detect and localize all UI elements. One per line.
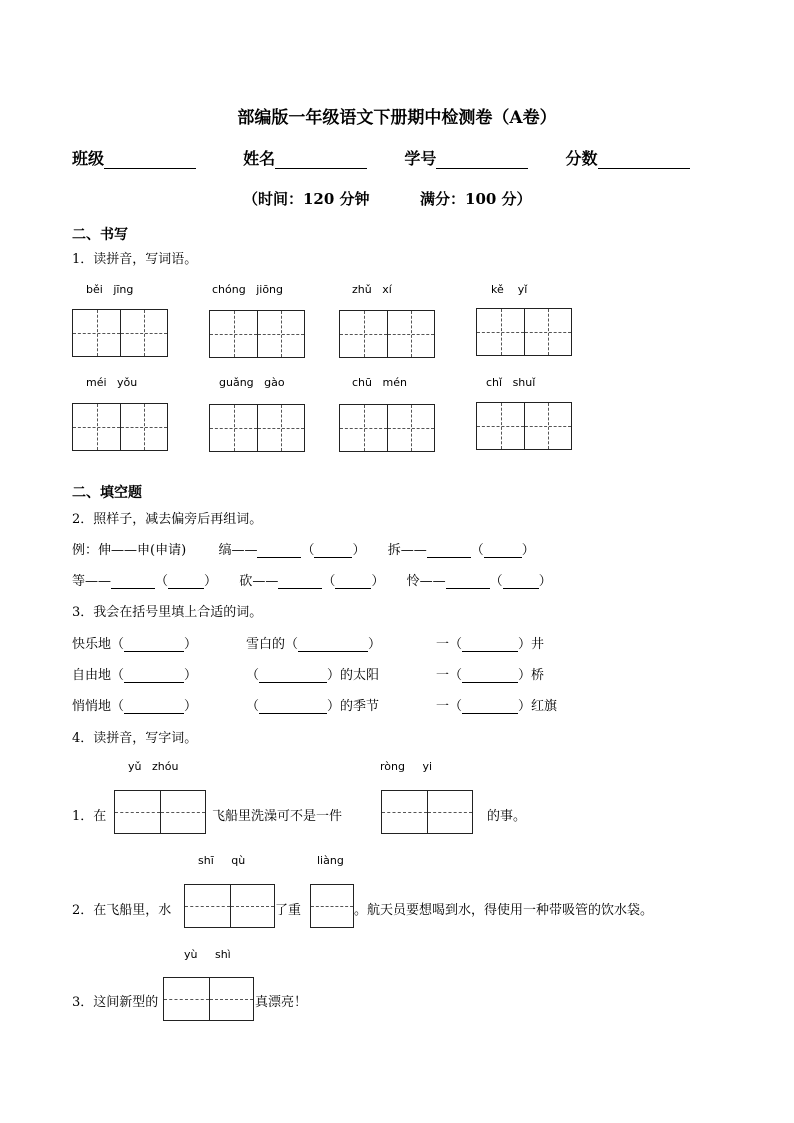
writing-grid[interactable] xyxy=(476,308,572,356)
q3-row-3b: （ ）的季节 xyxy=(246,699,380,714)
sentence-1-post: 的事。 xyxy=(487,809,527,824)
score-field[interactable] xyxy=(598,168,690,169)
sentence-3-pre: 3．这间新型的 xyxy=(72,995,159,1010)
answer-blank[interactable] xyxy=(124,651,184,652)
q3-row-1: 快乐地（ ） xyxy=(72,637,198,652)
question-3: 3．我会在括号里填上合适的词。 xyxy=(72,605,263,620)
q2-item-label: 拆—— xyxy=(387,543,427,558)
q3-row-1c: 一（ ）井 xyxy=(436,637,545,652)
answer-blank[interactable] xyxy=(462,713,518,714)
class-field[interactable] xyxy=(104,168,196,169)
sentence-2-mid: 了重 xyxy=(275,903,302,918)
q2-item-label: 怜—— xyxy=(406,574,446,589)
q2-row-1: 例：伸——申(申请) 缟—— （ ） 拆—— （ ） xyxy=(72,543,535,558)
writing-grid[interactable] xyxy=(114,790,206,834)
sentence-1-pre: 1．在 xyxy=(72,809,107,824)
page-title: 部编版一年级语文下册期中检测卷（A卷） xyxy=(237,108,557,128)
pinyin-label: yǔ zhóu xyxy=(128,760,179,773)
sentence-2-post: 。航天员要想喝到水，得使用一种带吸管的饮水袋。 xyxy=(354,903,654,918)
sentence-1-mid: 飞船里洗澡可不是一件 xyxy=(212,809,343,824)
answer-blank[interactable] xyxy=(111,588,155,589)
pinyin-label: chǐ shuǐ xyxy=(486,376,536,389)
pinyin-label: chū mén xyxy=(352,376,407,389)
class-label: 班级 xyxy=(72,149,105,168)
pinyin-label: shī qù xyxy=(198,854,246,867)
answer-blank[interactable] xyxy=(462,651,518,652)
writing-grid[interactable] xyxy=(310,884,354,928)
q2-item-label: 砍—— xyxy=(239,574,279,589)
pinyin-label: méi yǒu xyxy=(86,376,138,389)
writing-grid[interactable] xyxy=(339,310,435,358)
q2-item-label: 缟—— xyxy=(218,543,258,558)
answer-blank[interactable] xyxy=(427,557,471,558)
name-field[interactable] xyxy=(275,168,367,169)
pinyin-label: kě yǐ xyxy=(491,283,528,296)
section-heading-fill: 二、填空题 xyxy=(72,485,142,501)
writing-grid[interactable] xyxy=(381,790,473,834)
answer-blank[interactable] xyxy=(503,588,539,589)
q3-row-3: 悄悄地（ ） xyxy=(72,699,198,714)
pinyin-label: guǎng gào xyxy=(219,376,285,389)
writing-grid[interactable] xyxy=(339,404,435,452)
answer-blank[interactable] xyxy=(462,682,518,683)
answer-blank[interactable] xyxy=(257,557,301,558)
pinyin-label: ròng yi xyxy=(380,760,433,773)
writing-grid[interactable] xyxy=(209,310,305,358)
q3-row-3c: 一（ ）红旗 xyxy=(436,699,558,714)
answer-blank[interactable] xyxy=(124,682,184,683)
info-line xyxy=(72,146,690,169)
q3-row-1b: 雪白的（ ） xyxy=(246,637,382,652)
q2-row-2: 等—— （ ） 砍—— （ ） 怜—— （ ） xyxy=(72,574,552,589)
id-field[interactable] xyxy=(436,168,528,169)
answer-blank[interactable] xyxy=(259,682,327,683)
id-label: 学号 xyxy=(404,149,437,168)
pinyin-label: chóng jiōng xyxy=(212,283,284,296)
answer-blank[interactable] xyxy=(484,557,522,558)
name-label: 姓名 xyxy=(243,149,276,168)
score-label: 分数 xyxy=(565,149,598,168)
question-1: 1．读拼音，写词语。 xyxy=(72,252,198,267)
exam-meta xyxy=(243,188,532,209)
writing-grid[interactable] xyxy=(476,402,572,450)
answer-blank[interactable] xyxy=(124,713,184,714)
answer-blank[interactable] xyxy=(335,588,371,589)
section-heading-writing: 二、书写 xyxy=(72,227,128,243)
answer-blank[interactable] xyxy=(278,588,322,589)
pinyin-label: zhǔ xí xyxy=(352,283,392,296)
time-text: （时间：120 分钟 xyxy=(243,190,370,208)
writing-grid[interactable] xyxy=(184,884,275,928)
writing-grid[interactable] xyxy=(72,309,168,357)
example-text: 例：伸——申(申请) xyxy=(72,543,187,558)
q3-row-2c: 一（ ）桥 xyxy=(436,668,545,683)
pinyin-label: běi jīng xyxy=(86,283,134,296)
sentence-2-pre: 2．在飞船里，水 xyxy=(72,903,172,918)
writing-grid[interactable] xyxy=(163,977,254,1021)
writing-grid[interactable] xyxy=(209,404,305,452)
pinyin-label: liàng xyxy=(317,854,344,867)
q3-row-2: 自由地（ ） xyxy=(72,668,198,683)
full-score-text: 满分：100 分） xyxy=(420,190,532,208)
q2-item-label: 等—— xyxy=(72,574,112,589)
question-4: 4．读拼音，写字词。 xyxy=(72,731,198,746)
question-2: 2．照样子，减去偏旁后再组词。 xyxy=(72,512,263,527)
sentence-3-post: 真漂亮！ xyxy=(255,995,308,1010)
writing-grid[interactable] xyxy=(72,403,168,451)
answer-blank[interactable] xyxy=(298,651,368,652)
answer-blank[interactable] xyxy=(259,713,327,714)
answer-blank[interactable] xyxy=(314,557,352,558)
q3-row-2b: （ ）的太阳 xyxy=(246,668,380,683)
answer-blank[interactable] xyxy=(168,588,204,589)
pinyin-label: yù shì xyxy=(184,948,231,961)
answer-blank[interactable] xyxy=(446,588,490,589)
